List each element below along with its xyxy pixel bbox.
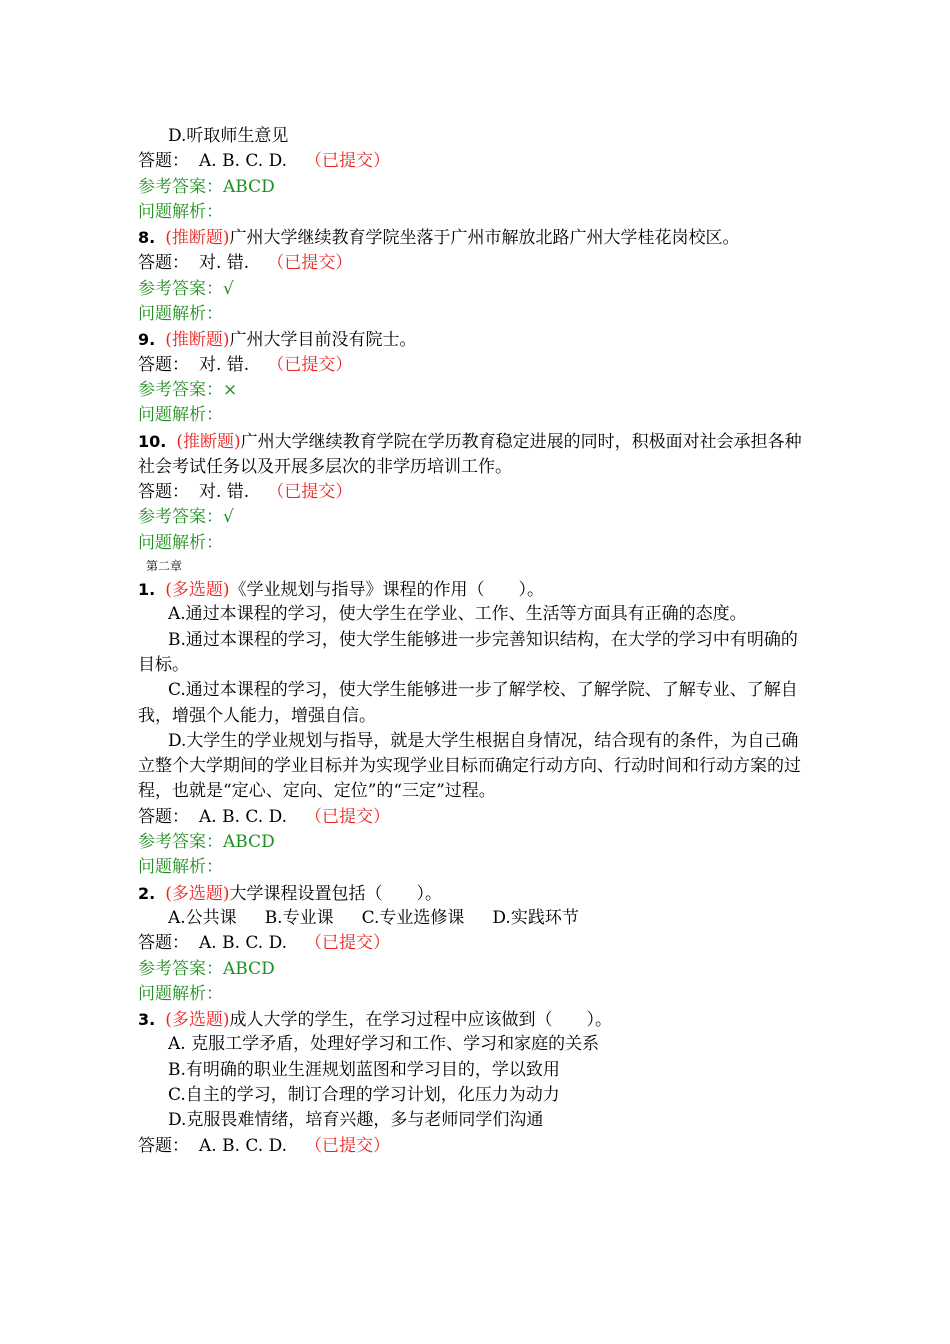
answer-label: 答题：: [138, 933, 189, 954]
question-type: (推断题): [176, 431, 241, 452]
q7-option-d: D.听取师生意见: [168, 126, 289, 146]
option-b: B.专业课: [264, 907, 334, 928]
c2q3-option-a: A. 克服工学矛盾，处理好学习和工作、学习和家庭的关系: [168, 1034, 600, 1055]
answer-label: 答题：: [138, 482, 189, 503]
answer-choices: 对. 错.: [199, 482, 250, 503]
ref-label: 参考答案：: [138, 958, 223, 979]
c2q1-option-d: D.大学生的学业规划与指导，就是大学生根据自身情况，结合现有的条件，为自己确立整个大学期间的学业目标并为实现学业目标而确定行动方向、行动时间和行动方案的过程，也就是“定心、定向、定位”的“三定”过程。: [138, 730, 801, 802]
c2q2-answer-row: [138, 931, 808, 956]
submitted-status: （已提交）: [305, 151, 391, 172]
submitted-status: （已提交）: [305, 933, 391, 954]
c2q2-ref-answer: [138, 957, 808, 982]
c2q3-option-b: B.有明确的职业生涯规划蓝图和学习目的，学以致用: [168, 1059, 560, 1080]
q10-answer-row: [138, 480, 808, 505]
question-number: 2.: [138, 883, 156, 903]
q9-ref-answer: [138, 378, 808, 403]
submitted-status: （已提交）: [305, 806, 391, 827]
c2q1-answer-row: [138, 805, 808, 830]
q8-stem: [138, 225, 808, 251]
ref-label: 参考答案：: [138, 379, 223, 400]
chapter-heading: 第二章: [146, 559, 183, 574]
c2q2-stem: [138, 881, 808, 906]
c2q3-stem: [138, 1007, 808, 1032]
question-text: 《学业规划与指导》课程的作用（ ）。: [229, 580, 544, 601]
c2q1-ref-answer: [138, 830, 808, 855]
c2q2-analysis-label: 问题解析：: [138, 983, 223, 1004]
question-number: 9.: [138, 330, 156, 350]
answer-choices: A. B. C. D.: [199, 933, 288, 954]
submitted-status: （已提交）: [267, 253, 353, 274]
answer-choices: A. B. C. D.: [199, 806, 288, 827]
option-d: D.实践环节: [492, 907, 579, 928]
question-text: 广州大学继续教育学院坐落于广州市解放北路广州大学桂花岗校区。: [229, 228, 740, 249]
ref-answer: √: [223, 278, 234, 299]
q9-stem: [138, 327, 808, 352]
answer-label: 答题：: [138, 354, 189, 375]
c2q1-stem: [138, 577, 808, 602]
answer-choices: A. B. C. D.: [199, 151, 288, 172]
ref-answer: ABCD: [223, 176, 275, 197]
q8-ref-answer: [138, 277, 808, 302]
question-number: 3.: [138, 1010, 156, 1030]
q7-answer-row: [138, 149, 808, 174]
q8-analysis-label: 问题解析：: [138, 304, 223, 325]
q7-analysis-label: 问题解析：: [138, 201, 223, 222]
q9-answer-row: [138, 353, 808, 378]
ref-label: 参考答案：: [138, 832, 223, 853]
question-text: 广州大学继续教育学院在学历教育稳定进展的同时，积极面对社会承担各种社会考试任务以及开展多层次的非学历培训工作。: [138, 431, 802, 477]
c2q1-option-b: B.通过本课程的学习，使大学生能够进一步完善知识结构，在大学的学习中有明确的目标。: [138, 629, 798, 675]
c2q1-option-c: C.通过本课程的学习，使大学生能够进一步了解学校、了解学院、了解专业、了解自我，增强个人能力，增强自信。: [138, 680, 798, 726]
q10-ref-answer: [138, 505, 808, 530]
answer-label: 答题：: [138, 1135, 189, 1156]
question-text: 大学课程设置包括（ ）。: [229, 883, 442, 904]
answer-label: 答题：: [138, 253, 189, 274]
ref-label: 参考答案：: [138, 176, 223, 197]
ref-label: 参考答案：: [138, 278, 223, 299]
question-text: 广州大学目前没有院士。: [229, 330, 417, 351]
ref-answer: √: [223, 507, 234, 528]
q8-answer-row: [138, 251, 808, 276]
question-text: 成人大学的学生，在学习过程中应该做到（ ）。: [229, 1010, 612, 1031]
ref-answer: ×: [223, 379, 238, 400]
question-type: (推断题): [165, 330, 230, 351]
q7-ref-answer: [138, 175, 808, 200]
answer-choices: 对. 错.: [199, 354, 250, 375]
ref-label: 参考答案：: [138, 507, 223, 528]
ref-answer: ABCD: [223, 832, 275, 853]
answer-choices: 对. 错.: [199, 253, 250, 274]
q9-analysis-label: 问题解析：: [138, 405, 223, 426]
question-type: (多选题): [165, 580, 230, 601]
ref-answer: ABCD: [223, 958, 275, 979]
c2q2-options: [138, 906, 808, 931]
submitted-status: （已提交）: [267, 482, 353, 503]
q10-stem: [138, 429, 808, 481]
submitted-status: （已提交）: [305, 1135, 391, 1156]
q10-analysis-label: 问题解析：: [138, 532, 223, 553]
question-number: 8.: [138, 228, 156, 248]
option-c: C.专业选修课: [361, 907, 465, 928]
c2q3-option-c: C.自主的学习，制订合理的学习计划，化压力为动力: [168, 1084, 560, 1105]
answer-label: 答题：: [138, 806, 189, 827]
submitted-status: （已提交）: [267, 354, 353, 375]
question-number: 1.: [138, 580, 156, 600]
c2q1-analysis-label: 问题解析：: [138, 857, 223, 878]
question-number: 10.: [138, 431, 167, 451]
c2q1-option-a: A.通过本课程的学习，使大学生在学业、工作、生活等方面具有正确的态度。: [168, 604, 747, 625]
question-type: (多选题): [165, 1010, 230, 1031]
c2q3-answer-row: [138, 1134, 808, 1159]
question-type: (多选题): [165, 883, 230, 904]
c2q3-option-d: D.克服畏难情绪，培育兴趣，多与老师同学们沟通: [168, 1110, 544, 1131]
answer-choices: A. B. C. D.: [199, 1135, 288, 1156]
question-type: (推断题): [165, 228, 230, 249]
answer-label: 答题：: [138, 151, 189, 172]
option-a: A.公共课: [168, 907, 237, 928]
document-page: [138, 124, 808, 1159]
